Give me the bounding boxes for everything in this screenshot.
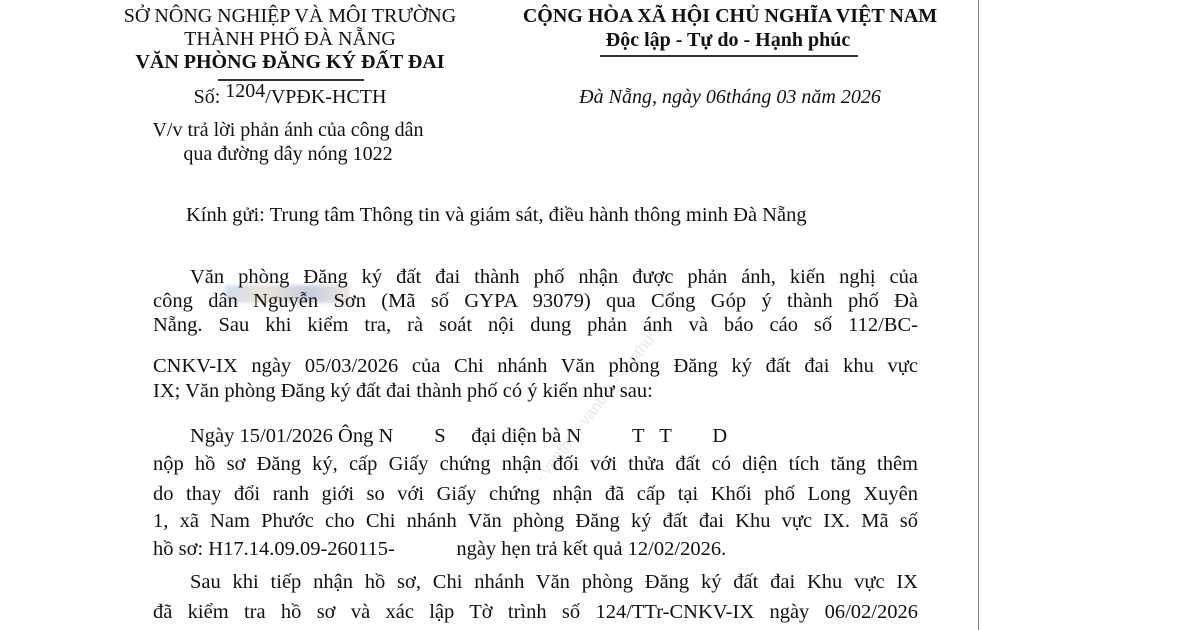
number-value: 1204 bbox=[225, 80, 266, 102]
national-motto: Độc lập - Tự do - Hạnh phúc bbox=[605, 29, 851, 51]
body-line: Ngày 15/01/2026 Ông N S đại diện bà N T T D bbox=[190, 425, 728, 447]
number-suffix: /VPĐK-HCTH bbox=[265, 86, 387, 108]
body-line: do thay đổi ranh giới so với Giấy chứng nhận đã cấp tại Khối phố Long Xuyên bbox=[153, 483, 918, 505]
body-line: 1, xã Nam Phước cho Chi nhánh Văn phòng Đăng ký đất đai Khu vực IX. Mã số bbox=[153, 510, 918, 532]
recipient: Kính gửi: Trung tâm Thông tin và giám sát, điều hành thông minh Đà Nẵng bbox=[186, 204, 807, 226]
body-line: Nẵng. Sau khi kiểm tra, rà soát nội dung phản ánh và báo cáo số 112/BC- bbox=[153, 314, 918, 336]
body-line: Văn phòng Đăng ký đất đai thành phố nhận được phản ánh, kiến nghị của bbox=[190, 266, 918, 288]
document-number bbox=[193, 80, 387, 109]
national-title: CỘNG HÒA XÃ HỘI CHỦ NGHĨA VIỆT NAM bbox=[522, 5, 938, 27]
document-date: Đà Nẵng, ngày 06tháng 03 năm 2026 bbox=[579, 86, 881, 108]
body-line: đã kiểm tra hồ sơ và xác lập Tờ trình số 124/TTr-CNKV-IX ngày 06/02/2026 bbox=[153, 601, 918, 623]
body-line: hồ sơ: H17.14.09.09-260115- ngày hẹn trả kết quả 12/02/2026. bbox=[153, 538, 727, 560]
number-prefix: Số: bbox=[193, 86, 221, 108]
subject-line-1: V/v trả lời phản ánh của công dân bbox=[152, 119, 424, 141]
agency-parent: SỞ NÔNG NGHIỆP VÀ MÔI TRƯỜNG bbox=[123, 5, 457, 27]
body-line: CNKV-IX ngày 05/03/2026 của Chi nhánh Văn phòng Đăng ký đất đai khu vực bbox=[153, 355, 918, 377]
motto-underline bbox=[600, 55, 858, 57]
body-line: IX; Văn phòng Đăng ký đất đai thành phố có ý kiến như sau: bbox=[153, 380, 653, 402]
body-line: Sau khi tiếp nhận hồ sơ, Chi nhánh Văn phòng Đăng ký đất đai Khu vực IX bbox=[190, 571, 918, 593]
agency-city: THÀNH PHỐ ĐÀ NẴNG bbox=[184, 28, 396, 50]
body-line: nộp hồ sơ Đăng ký, cấp Giấy chứng nhận đối với thửa đất có diện tích tăng thêm bbox=[153, 453, 918, 475]
subject-line-2: qua đường dây nóng 1022 bbox=[183, 143, 393, 165]
agency-name: VĂN PHÒNG ĐĂNG KÝ ĐẤT ĐAI bbox=[135, 51, 445, 73]
watermark: - vanthu - vanthu - vanthu - bbox=[532, 323, 664, 486]
page-edge-line bbox=[978, 0, 979, 630]
body-line: công dân Nguyễn Sơn (Mã số GYPA 93079) qua Cổng Góp ý thành phố Đà bbox=[153, 290, 918, 312]
